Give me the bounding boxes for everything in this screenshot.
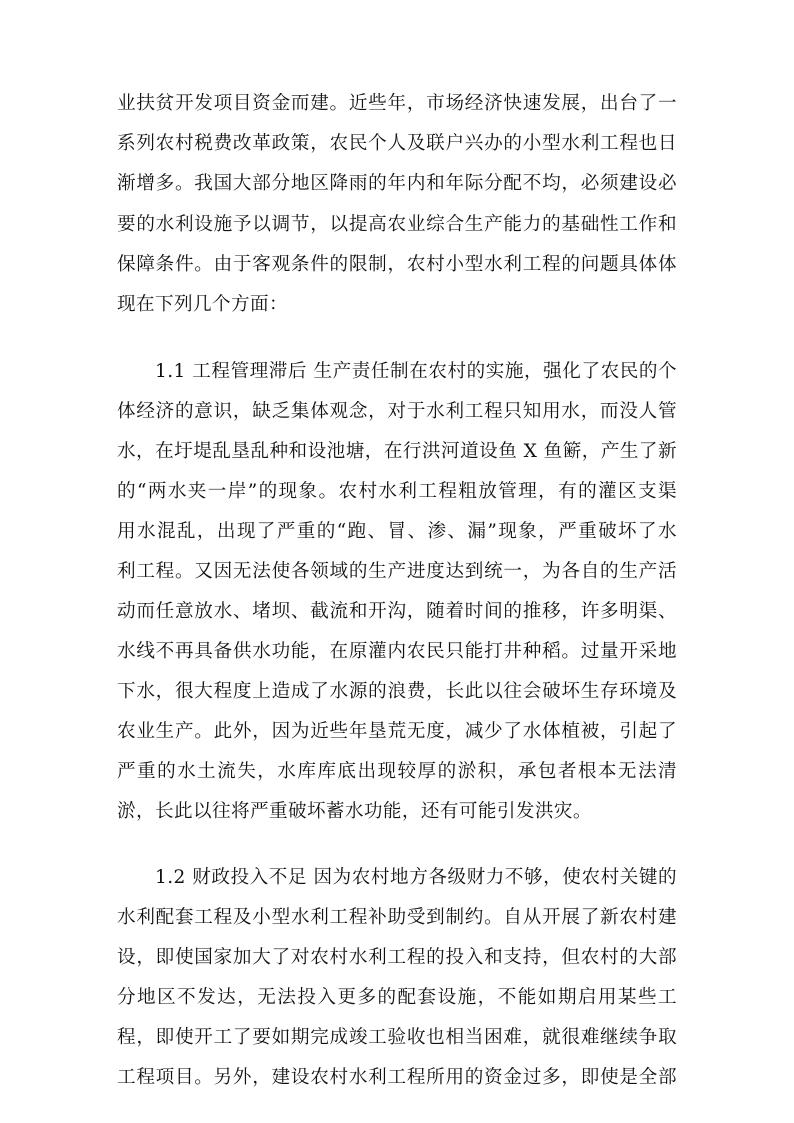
text-line: 保障条件。由于客观条件的限制，农村小型水利工程的问题具体体	[117, 254, 677, 275]
text-line: 淤，长此以往将严重破坏蓄水功能，还有可能引发洪灾。	[117, 801, 592, 822]
text-line: 农业生产。此外，因为近些年垦荒无度，减少了水体植被，引起了	[117, 721, 677, 742]
text-line: 用水混乱，出现了严重的“跑、冒、渗、漏”现象，严重破坏了水	[117, 521, 677, 542]
text-line: 分地区不发达，无法投入更多的配套设施，不能如期启用某些工	[117, 987, 677, 1008]
text-line: 的“两水夹一岸”的现象。农村水利工程粗放管理，有的灌区支渠	[117, 481, 677, 502]
text-line: 系列农村税费改革政策，农民个人及联户兴办的小型水利工程也日	[117, 133, 677, 154]
text-line: 工程项目。另外，建设农村水利工程所用的资金过多，即使是全部	[117, 1067, 677, 1088]
text-line: 要的水利设施予以调节，以提高农业综合生产能力的基础性工作和	[117, 214, 677, 235]
text-line: 渐增多。我国大部分地区降雨的年内和年际分配不均，必须建设必	[117, 173, 677, 194]
text-line: 严重的水土流失，水库库底出现较厚的淤积，承包者根本无法清	[117, 761, 677, 782]
text-line: 业扶贫开发项目资金而建。近些年，市场经济快速发展，出台了一	[117, 93, 677, 114]
section-heading-line: 1.2 财政投入不足 因为农村地方各级财力不够，使农村关键的	[155, 867, 677, 888]
text-line: 下水，很大程度上造成了水源的浪费，长此以往会破坏生存环境及	[117, 681, 677, 702]
text-line: 水，在圩堤乱垦乱种和设池塘，在行洪河道设鱼 X 鱼簖，产生了新	[117, 441, 677, 462]
text-line: 设，即使国家加大了对农村水利工程的投入和支持，但农村的大部	[117, 947, 677, 968]
text-line: 程，即使开工了要如期完成竣工验收也相当困难，就很难继续争取	[117, 1027, 677, 1048]
text-line: 水利配套工程及小型水利工程补助受到制约。自从开展了新农村建	[117, 907, 677, 928]
text-line: 体经济的意识，缺乏集体观念，对于水利工程只知用水，而没人管	[117, 401, 677, 422]
section-heading-line: 1.1 工程管理滞后 生产责任制在农村的实施，强化了农民的个	[155, 361, 677, 382]
text-line: 现在下列几个方面：	[117, 294, 288, 315]
text-line: 动而任意放水、堵坝、截流和开沟，随着时间的推移，许多明渠、	[117, 601, 677, 622]
text-line: 水线不再具备供水功能，在原灌内农民只能打井种稻。过量开采地	[117, 641, 677, 662]
text-line: 利工程。又因无法使各领域的生产进度达到统一，为各自的生产活	[117, 561, 677, 582]
